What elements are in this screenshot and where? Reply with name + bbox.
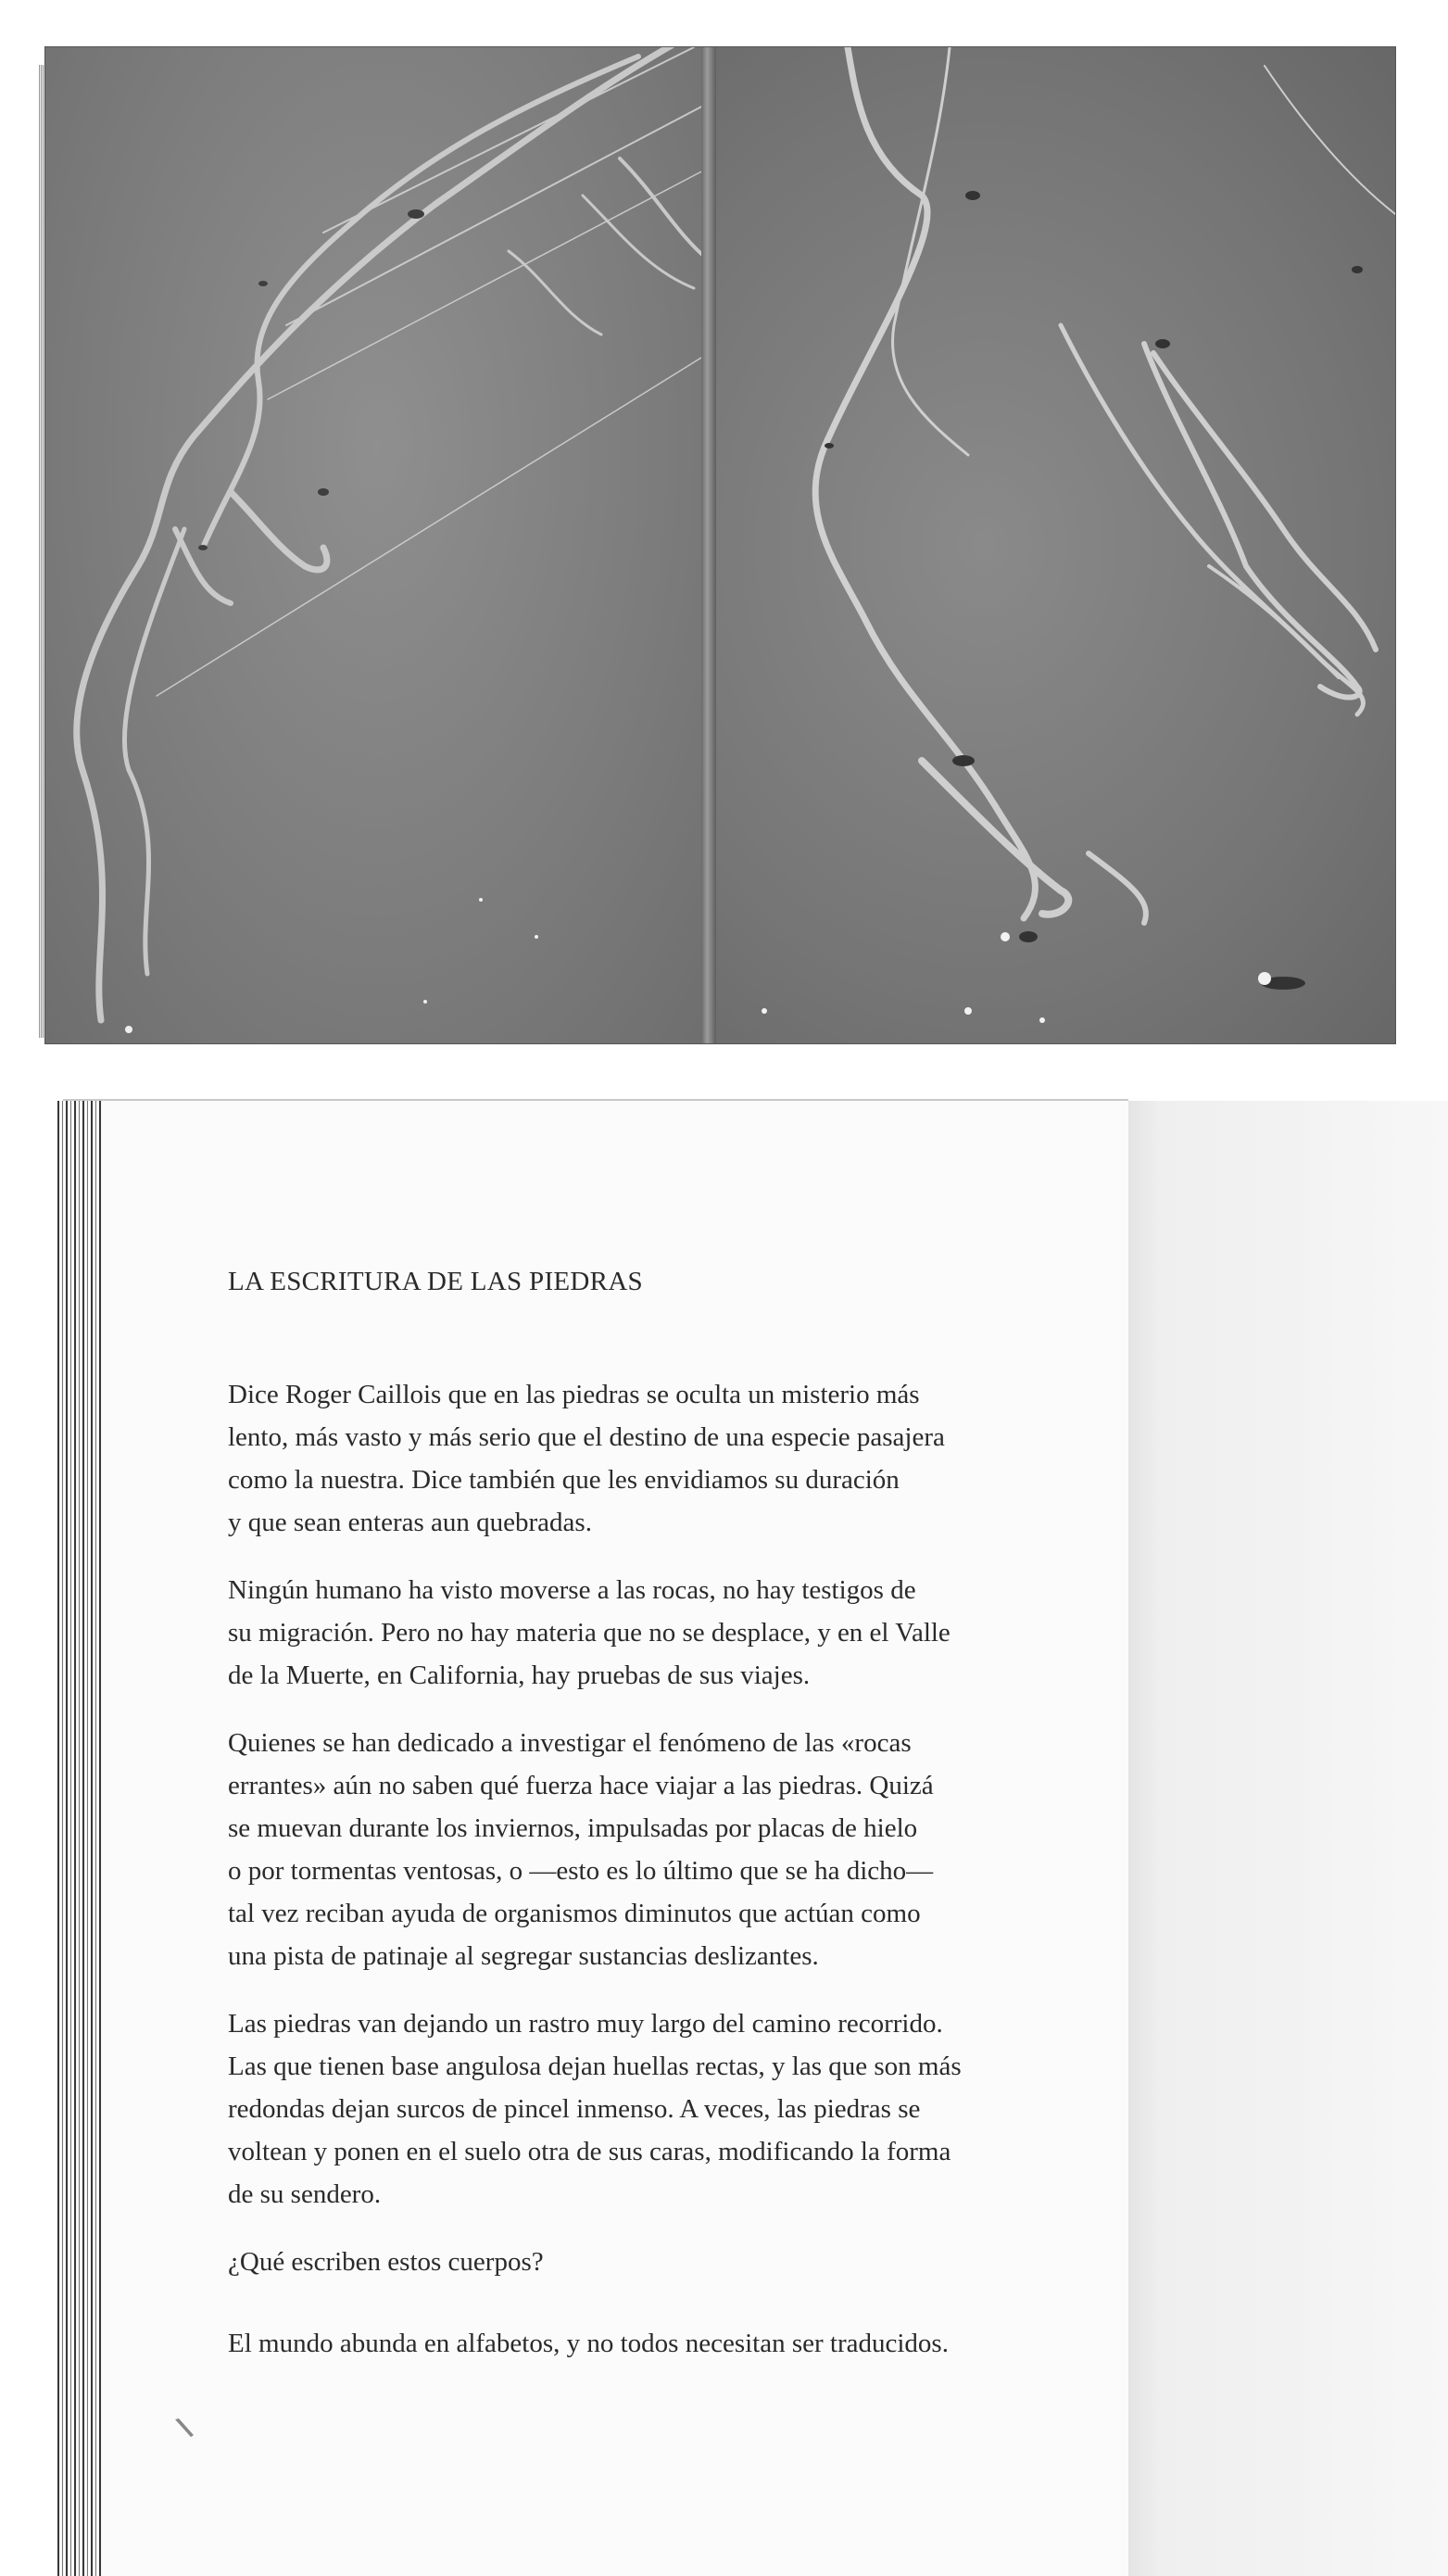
text-line: se muevan durante los inviernos, impulsadas por placas de hielo [228,1813,918,1843]
closing-line: El mundo abunda en alfabetos, y no todos necesitan ser traducidos. [228,2329,949,2358]
text-line: y que sean enteras aun quebradas. [228,1508,592,1537]
text-line: voltean y ponen en el suelo otra de sus caras, modificando la forma [228,2137,951,2166]
paragraph-2 [228,1569,1089,1697]
pencil-mark-icon [172,2417,196,2441]
text-line: errantes» aún no saben qué fuerza hace viajar a las piedras. Quizá [228,1771,934,1800]
text-line: de la Muerte, en California, hay pruebas de sus viajes. [228,1661,811,1690]
text-line: Las que tienen base angulosa dejan huellas rectas, y las que son más [228,2052,962,2081]
text-line: una pista de patinaje al segregar sustancias deslizantes. [228,1941,819,1971]
photo-right-page [709,47,1395,1043]
page-top-border [63,1099,1128,1101]
text-line: tal vez reciban ayuda de organismos diminutos que actúan como [228,1899,921,1928]
stone-trails-left [45,47,709,1043]
text-line: lento, más vasto y más serio que el destino de una especie pasajera [228,1422,945,1452]
chapter-title: LA ESCRITURA DE LAS PIEDRAS [228,1267,643,1296]
text-line: de su sendero. [228,2179,382,2209]
photo-spread [44,46,1396,1044]
facing-page [1128,1101,1448,2576]
text-line: su migración. Pero no hay materia que no se desplace, y en el Valle [228,1618,951,1648]
question-line: ¿Qué escriben estos cuerpos? [228,2247,544,2277]
book-edge-bottom [57,1101,102,2576]
paragraph-4 [228,2002,1089,2216]
chapter-text [228,1260,1089,2365]
text-line: Dice Roger Caillois que en las piedras se oculta un misterio más [228,1380,920,1409]
photo-gutter [701,47,716,1043]
stone-trails-right [709,47,1395,1043]
text-line: Quienes se han dedicado a investigar el fenómeno de las «rocas [228,1728,912,1758]
text-line: Las piedras van dejando un rastro muy largo del camino recorrido. [228,2009,943,2039]
paragraph-3 [228,1722,1089,1977]
text-line: como la nuestra. Dice también que les envidiamos su duración [228,1465,900,1495]
photo-left-page [45,47,709,1043]
text-line: redondas dejan surcos de pincel inmenso. A veces, las piedras se [228,2094,921,2124]
text-line: o por tormentas ventosas, o —esto es lo último que se ha dicho— [228,1856,934,1886]
text-line: Ningún humano ha visto moverse a las rocas, no hay testigos de [228,1575,916,1605]
paragraph-1 [228,1373,1089,1544]
